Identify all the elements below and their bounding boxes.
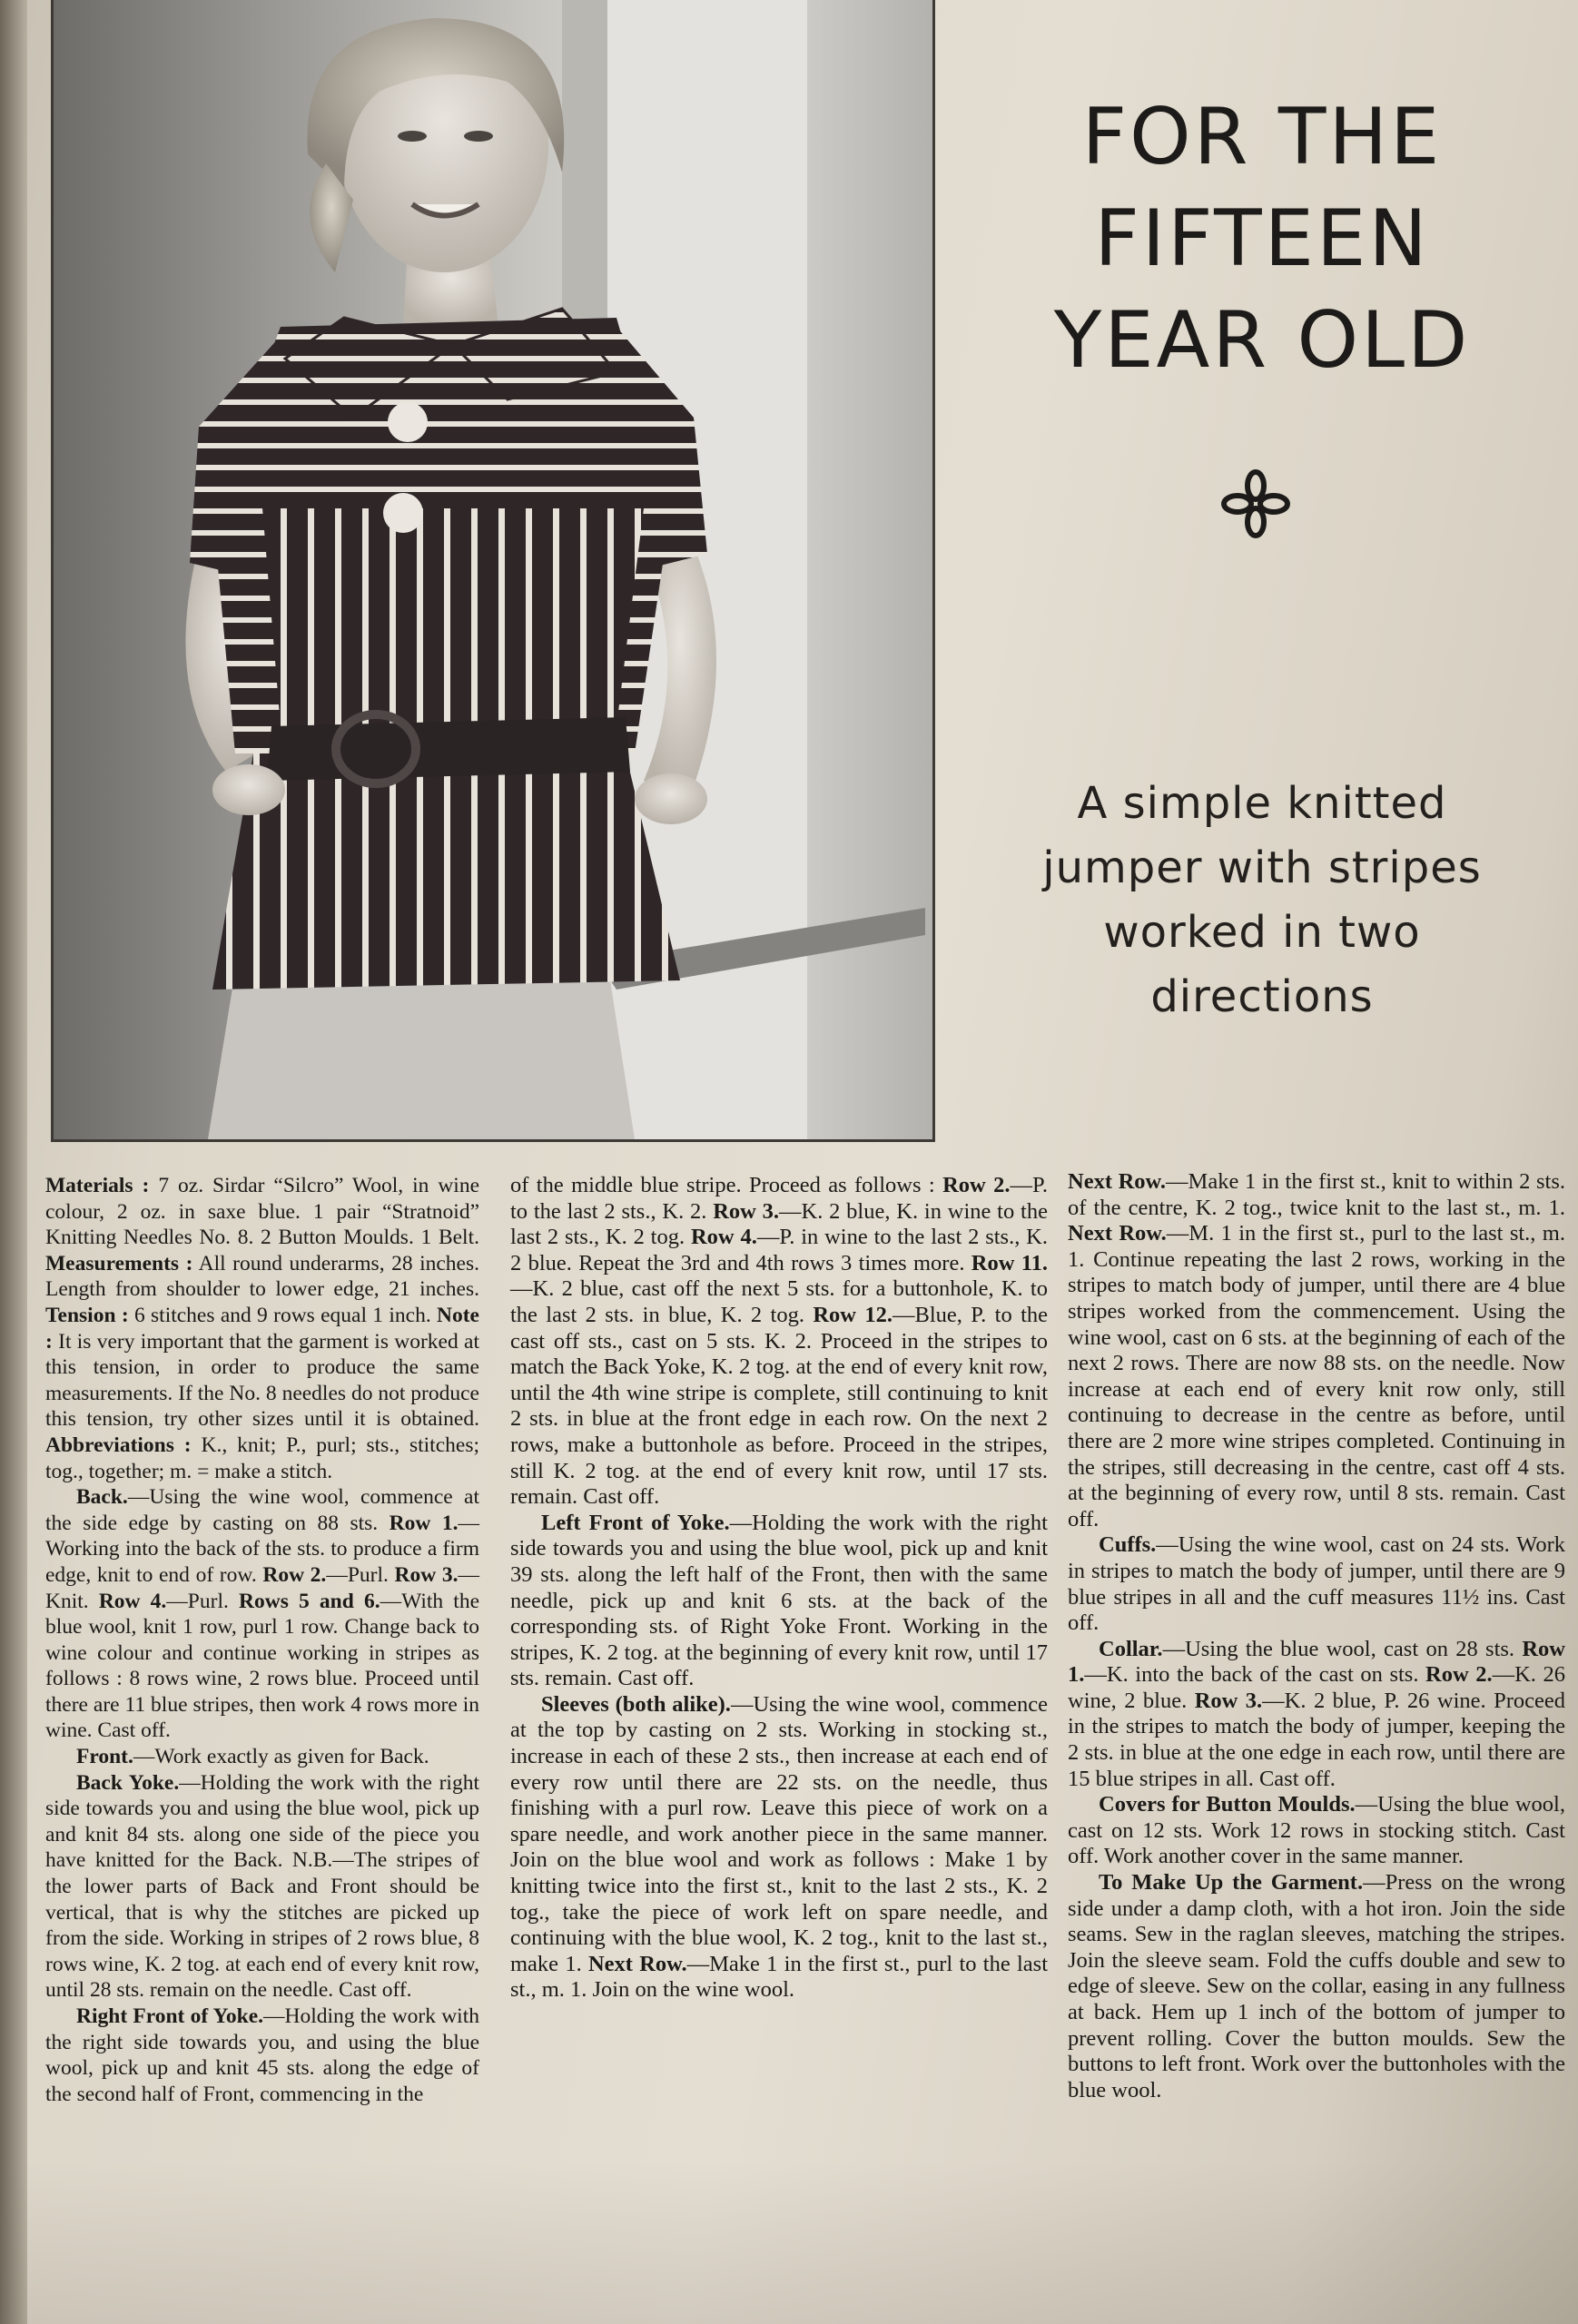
text: —Working into the back of the sts. to produce a firm edge, knit to end of row. [45, 1511, 479, 1587]
heading-left-front-yoke: Left Front of Yoke. [541, 1510, 730, 1535]
back-paragraph [45, 1484, 479, 1744]
text: —Holding the work with the right side towards you and using the blue wool, pick up and knit 39 sts. along the left half of the Front, then with the same needle, pick up and knit 6 sts. at the back of the corresponding sts. of Right Yoke Front. Working in the stripes, K. 2 tog. at the beginning of every knit row, until 17 sts. remain. Cast off. [510, 1510, 1048, 1691]
text: All round underarms, 28 inches. Length from shoulder to lower edge, 21 inches. [45, 1251, 480, 1302]
heading-cuffs: Cuffs. [1099, 1532, 1157, 1558]
heading-make-up: To Make Up the Garment. [1099, 1870, 1364, 1896]
button-covers-paragraph [1068, 1792, 1565, 1870]
row-label: Row 1. [389, 1511, 459, 1535]
row-label: Row 4. [690, 1225, 757, 1250]
text: —Press on the wrong side under a damp cloth, with a hot iron. Join the side seams. Sew in the raglan sleeves, matching the stripes. Join the sleeve seam. Fold the cuffs double and sew to edge of sleeve. Sew on the collar, easing in any fullness at back. Hem up 1 inch of the bottom of jumper to prevent rolling. Cover the button moulds. Sew the buttons to left front. Work over the buttonholes with the blue wool. [1068, 1870, 1565, 2102]
heading-button-covers: Covers for Button Moulds. [1099, 1792, 1356, 1817]
sleeves-continued-paragraph [1068, 1169, 1565, 1532]
sleeves-paragraph [510, 1692, 1048, 2004]
page-shadow [0, 2161, 1578, 2324]
row-label: Rows 5 and 6. [239, 1589, 380, 1613]
text: —P. to the last 2 sts., K. 2. [510, 1173, 1049, 1224]
row-label: Row 3. [1194, 1688, 1263, 1713]
right-front-continued-paragraph [510, 1173, 1048, 1511]
text: —Using the wine wool, cast on 24 sts. Work in stripes to match the body of jumper, until there are 9 blue stripes in all and the cuff measures 11½ ins. Cast off. [1068, 1532, 1565, 1636]
photograph [51, 0, 935, 1142]
subtitle-line-3: worked in two [1103, 907, 1421, 958]
row-label: Row 2. [262, 1562, 327, 1587]
subtitle-line-2: jumper with stripes [1042, 842, 1482, 893]
heading-back-yoke: Back Yoke. [76, 1770, 180, 1795]
make-up-paragraph [1068, 1870, 1565, 2103]
text: —K. 2 blue, K. in wine to the last 2 sts., K. 2 tog. [510, 1198, 1048, 1250]
row-label: Row 12. [813, 1302, 893, 1327]
text: —Make 1 in the first st., purl to the last st., m. 1. Join on the wine wool. [510, 1951, 1048, 2003]
text: —Holding the work with the right side towards you, and using the blue wool, pick up and knit 45 sts. along the edge of the second half of Front, commencing in the [45, 2004, 479, 2106]
heading-tension: Tension : [45, 1303, 129, 1327]
text: —P. in wine to the last 2 sts., K. 2 blue. Repeat the 3rd and 4th rows 3 times more. [510, 1225, 1048, 1275]
heading-materials: Materials : [45, 1174, 150, 1197]
heading-line-1: FOR THE [1081, 92, 1443, 182]
row-label: Row 3. [394, 1562, 459, 1587]
subtitle-line-4: directions [1150, 971, 1374, 1022]
text: —K. into the back of the cast on sts. [1084, 1662, 1426, 1688]
heading-note: Note : [45, 1303, 479, 1354]
collar-paragraph [1068, 1637, 1565, 1793]
text: —M. 1 in the first st., purl to the last st., m. 1. Continue repeating the last 2 rows, working in the stripes to match body of jumper, until there are 4 blue stripes worked from the commencement. Using the wine wool, cast on 6 sts. at the beginning of each of the next 2 rows. There are now 88 sts. on the needle. Now increase at each end of every knit row only, still continuing to decrease in the centre as before, until there are 2 more wine stripes completed. Continuing in the stripes, still decreasing in the centre, cast off 4 sts. at the beginning of every row, until 8 sts. remain. Cast off. [1068, 1221, 1565, 1531]
row-label: Row 4. [98, 1589, 167, 1613]
instructions-column-1 [45, 1173, 479, 2107]
text: —Purl. [166, 1589, 240, 1613]
heading-front: Front. [76, 1745, 133, 1769]
right-front-yoke-paragraph [45, 2004, 479, 2107]
instructions-column-3 [1068, 1169, 1565, 2103]
text: —K. 2 blue, P. 26 wine. Proceed in the stripes to match the body of jumper, keeping the 2 sts. in blue at the one edge in each row, until there are 15 blue stripes in all. Cast off. [1068, 1688, 1565, 1791]
text: —K. 26 wine, 2 blue. [1068, 1662, 1565, 1713]
row-label: Row 2. [1425, 1662, 1493, 1688]
text: —Using the blue wool, cast on 12 sts. Work 12 rows in stocking stitch. Cast off. Work another cover in the same manner. [1068, 1792, 1565, 1869]
quatrefoil-ornament-icon [1219, 468, 1292, 540]
text: —With the blue wool, knit 1 row, purl 1 row. Change back to wine colour and continue working in stripes as follows : 8 rows wine, 2 rows blue. Proceed until there are 11 blue stripes, then work 4 rows more in wine. Cast off. [45, 1589, 480, 1743]
text: —Using the wine wool, commence at the side edge by casting on 88 sts. [45, 1485, 479, 1535]
text: —Knit. [45, 1562, 479, 1613]
text: —Make 1 in the first st., knit to within 2 sts. of the centre, K. 2 tog., twice knit to the last st., m. 1. [1068, 1169, 1565, 1220]
photo-jumper-illustration [54, 0, 932, 1139]
heading-right-front-yoke: Right Front of Yoke. [76, 2004, 264, 2028]
heading-line-3: YEAR OLD [1053, 295, 1471, 386]
heading-collar: Collar. [1099, 1636, 1163, 1661]
subtitle-line-1: A simple knitted [1077, 778, 1447, 829]
front-paragraph [45, 1744, 479, 1770]
heading-abbreviations: Abbreviations : [45, 1433, 192, 1457]
text: —Using the wine wool, commence at the top by casting on 2 sts. Working in stocking st., increase in each of these 2 sts., then increase at each end of every row until there are 22 sts. on the needle, thus finishing with a purl row. Leave this piece of work on a spare needle, and work another piece in the same manner. Join on the blue wool and work as follows : Make 1 by knitting twice into the first st., knit to the last 2 sts., K. 2 tog., take the piece of work left on spare needle, and continuing with the blue wool, K. 2 tog., knit to the last st., make 1. [510, 1691, 1049, 1976]
text: —Purl. [326, 1562, 395, 1587]
page-subtitle [990, 772, 1534, 1029]
row-label: Row 1. [1068, 1636, 1565, 1688]
heading-back: Back. [76, 1485, 128, 1510]
text: 7 oz. Sirdar “Silcro” Wool, in wine colour, 2 oz. in saxe blue. 1 pair “Stratnoid” Knitting Needles No. 8. 2 Button Moulds. 1 Belt. [45, 1174, 479, 1250]
left-front-yoke-paragraph [510, 1511, 1048, 1692]
cuffs-paragraph [1068, 1532, 1565, 1636]
row-label: Next Row. [1068, 1221, 1167, 1246]
row-label: Row 11. [971, 1250, 1048, 1275]
row-label: Row 3. [713, 1198, 779, 1224]
heading-measurements: Measurements : [45, 1251, 193, 1275]
heading-line-2: FIFTEEN [1094, 193, 1430, 284]
page-heading [971, 86, 1553, 391]
heading-sleeves: Sleeves (both alike). [541, 1691, 731, 1717]
text: of the middle blue stripe. Proceed as follows : [510, 1173, 943, 1197]
row-label: Next Row. [587, 1951, 687, 1976]
instructions-column-2 [510, 1173, 1048, 2004]
row-label: Next Row. [1068, 1169, 1167, 1194]
text: —Using the blue wool, cast on 28 sts. [1162, 1636, 1523, 1661]
back-yoke-paragraph [45, 1770, 479, 2004]
text: 6 stitches and 9 rows equal 1 inch. [128, 1303, 438, 1327]
row-label: Row 2. [942, 1173, 1011, 1197]
materials-paragraph [45, 1173, 479, 1484]
text: —Work exactly as given for Back. [133, 1745, 429, 1769]
text: —Holding the work with the right side towards you and using the blue wool, pick up and knit 84 sts. along one side of the piece you have knitted for the Back. N.B.—The stripes of the lower parts of Back and Front should be vertical, that is why the stitches are picked up from the side. Working in stripes of 2 rows blue, 8 rows wine, K. 2 tog. at each end of every knit row, until 28 sts. remain on the needle. Cast off. [45, 1770, 479, 2003]
text: —K. 2 blue, cast off the next 5 sts. for a buttonhole, K. to the last 2 sts. in blue, K. 2 tog. [510, 1276, 1048, 1327]
text: —Blue, P. to the cast off sts., cast on 5 sts. K. 2. Proceed in the stripes to match the Back Yoke, K. 2 tog. at the end of every knit row, until the 4th wine stripe is complete, still continuing to knit 2 sts. in blue at the front edge in each row. On the next 2 rows, make a buttonhole as before. Proceed in the stripes, still K. 2 tog. at the end of every knit row, until 17 sts. remain. Cast off. [510, 1302, 1049, 1510]
text: K., knit; P., purl; sts., stitches; tog., together; m. = make a stitch. [45, 1433, 479, 1483]
text: It is very important that the garment is worked at this tension, in order to produce the same measurements. If the No. 8 needles do not produce this tension, try other sizes until it is obtained. [45, 1329, 479, 1432]
